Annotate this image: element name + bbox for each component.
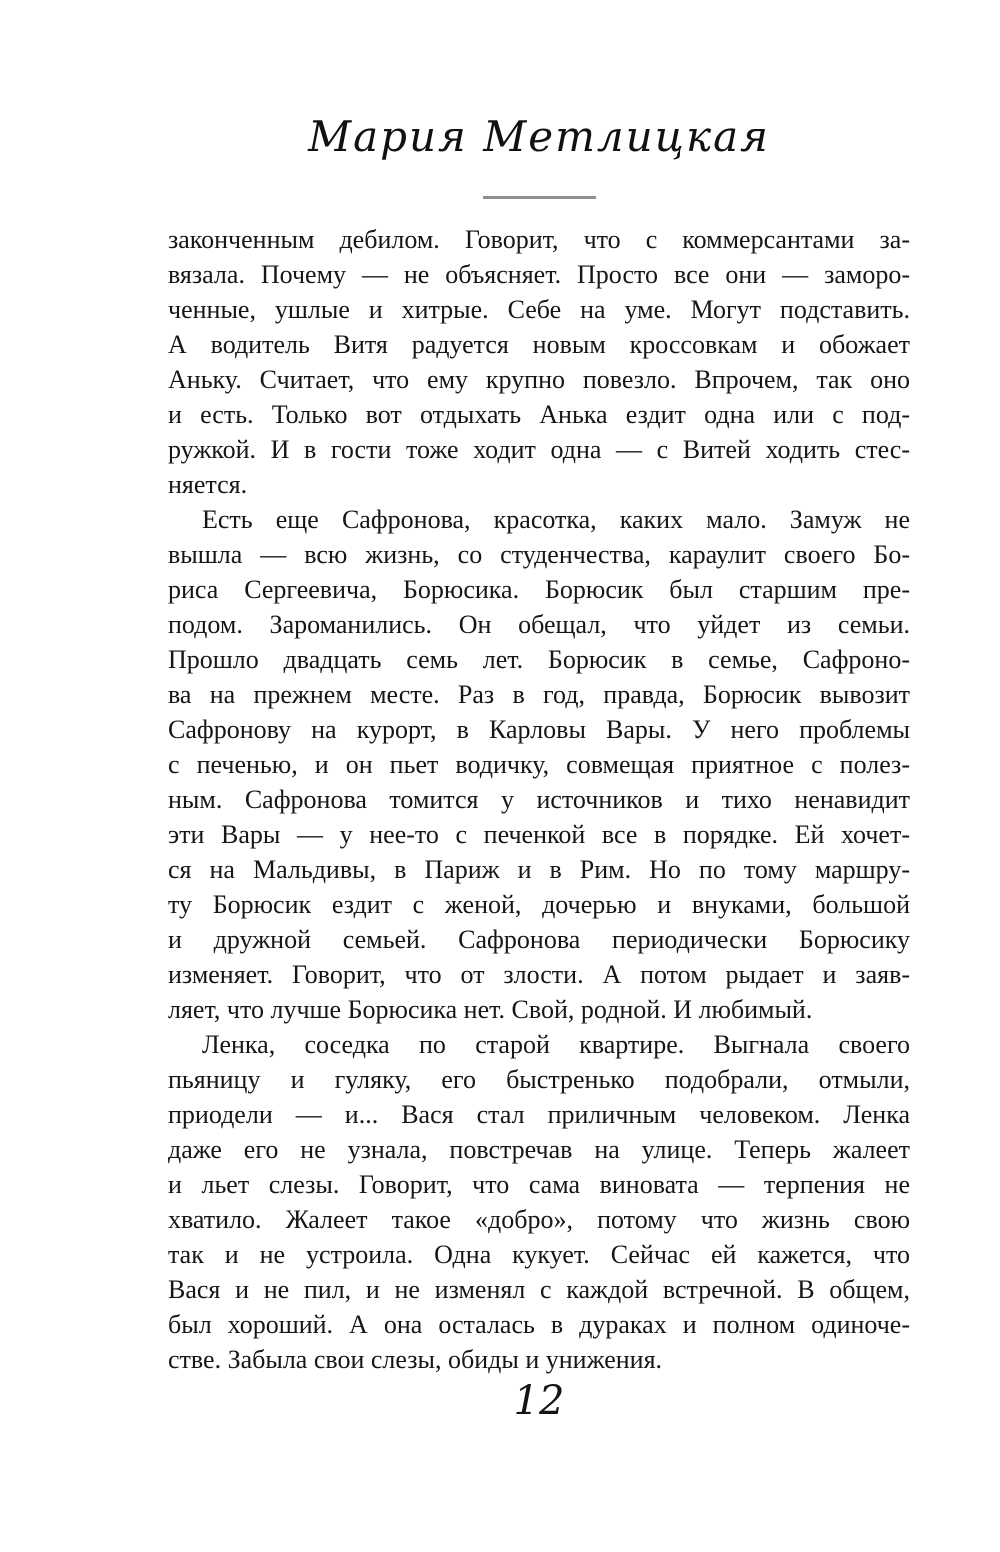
text-line: вышла — всю жизнь, со студенчества, караулит своего Бо- — [168, 540, 910, 569]
text-line: хватило. Жалеет такое «добро», потому что жизнь свою — [168, 1205, 910, 1234]
text-line: ся на Мальдивы, в Париж и в Рим. Но по тому маршру- — [168, 855, 910, 884]
text-line: подом. Зароманились. Он обещал, что уйдет из семьи. — [168, 610, 910, 639]
paragraph — [168, 222, 910, 502]
text-line: вязала. Почему — не объясняет. Просто все они — заморо- — [168, 260, 910, 289]
text-line: Есть еще Сафронова, красотка, каких мало. Замуж не — [202, 505, 910, 534]
text-line: приодели — и... Вася стал приличным человеком. Ленка — [168, 1100, 910, 1129]
text-line: ляет, что лучше Борюсика нет. Свой, родной. И любимый. — [168, 995, 813, 1024]
text-line: и есть. Только вот отдыхать Анька ездит одна или с под- — [168, 400, 910, 429]
rose-right-icon — [832, 122, 886, 176]
text-line: ружкой. И в гости тоже ходит одна — с Витей ходить стес- — [168, 435, 910, 464]
page-number: 12 — [513, 1378, 565, 1424]
paragraph — [168, 502, 910, 1027]
text-line: законченным дебилом. Говорит, что с коммерсантами за- — [168, 225, 910, 254]
text-line: ным. Сафронова томится у источников и тихо ненавидит — [168, 785, 910, 814]
text-line: Аньку. Считает, что ему крупно повезло. Впрочем, так оно — [168, 365, 910, 394]
text-line: так и не устроила. Одна кукует. Сейчас ей кажется, что — [168, 1240, 910, 1269]
author-name: Мария Метлицкая — [308, 112, 770, 161]
text-line: ту Борюсик ездит с женой, дочерью и внуками, большой — [168, 890, 910, 919]
text-line: ченные, ушлые и хитрые. Себе на уме. Могут подставить. — [168, 295, 910, 324]
text-line: и льет слезы. Говорит, что сама виновата — терпения не — [168, 1170, 910, 1199]
text-line: Сафронову на курорт, в Карловы Вары. У него проблемы — [168, 715, 910, 744]
text-line: Прошло двадцать семь лет. Борюсик в семье, Сафроно- — [168, 645, 910, 674]
text-line: няется. — [168, 470, 248, 499]
text-line: даже его не узнала, повстречав на улице. Теперь жалеет — [168, 1135, 910, 1164]
text-line: стве. Забыла свои слезы, обиды и унижения. — [168, 1345, 663, 1374]
text-line: эти Вары — у нее-то с печенкой все в порядке. Ей хочет- — [168, 820, 910, 849]
text-line: Ленка, соседка по старой квартире. Выгнала своего — [202, 1030, 910, 1059]
header-divider — [483, 196, 596, 199]
paragraph — [168, 1027, 910, 1377]
text-line: ва на прежнем месте. Раз в год, правда, Борюсик вывозит — [168, 680, 910, 709]
text-line: был хороший. А она осталась в дураках и полном одиноче- — [168, 1310, 910, 1339]
text-line: с печенью, и он пьет водичку, совмещая приятное с полез- — [168, 750, 910, 779]
text-line: изменяет. Говорит, что от злости. А потом рыдает и заяв- — [168, 960, 910, 989]
body-text — [168, 222, 910, 1377]
text-line: пьяницу и гуляку, его быстренько подобрали, отмыли, — [168, 1065, 910, 1094]
text-line: Вася и не пил, и не изменял с каждой встречной. В общем, — [168, 1275, 910, 1304]
text-line: А водитель Витя радуется новым кроссовкам и обожает — [168, 330, 910, 359]
text-line: риса Сергеевича, Борюсика. Борюсик был старшим пре- — [168, 575, 910, 604]
text-line: и дружной семьей. Сафронова периодически Борюсику — [168, 925, 910, 954]
